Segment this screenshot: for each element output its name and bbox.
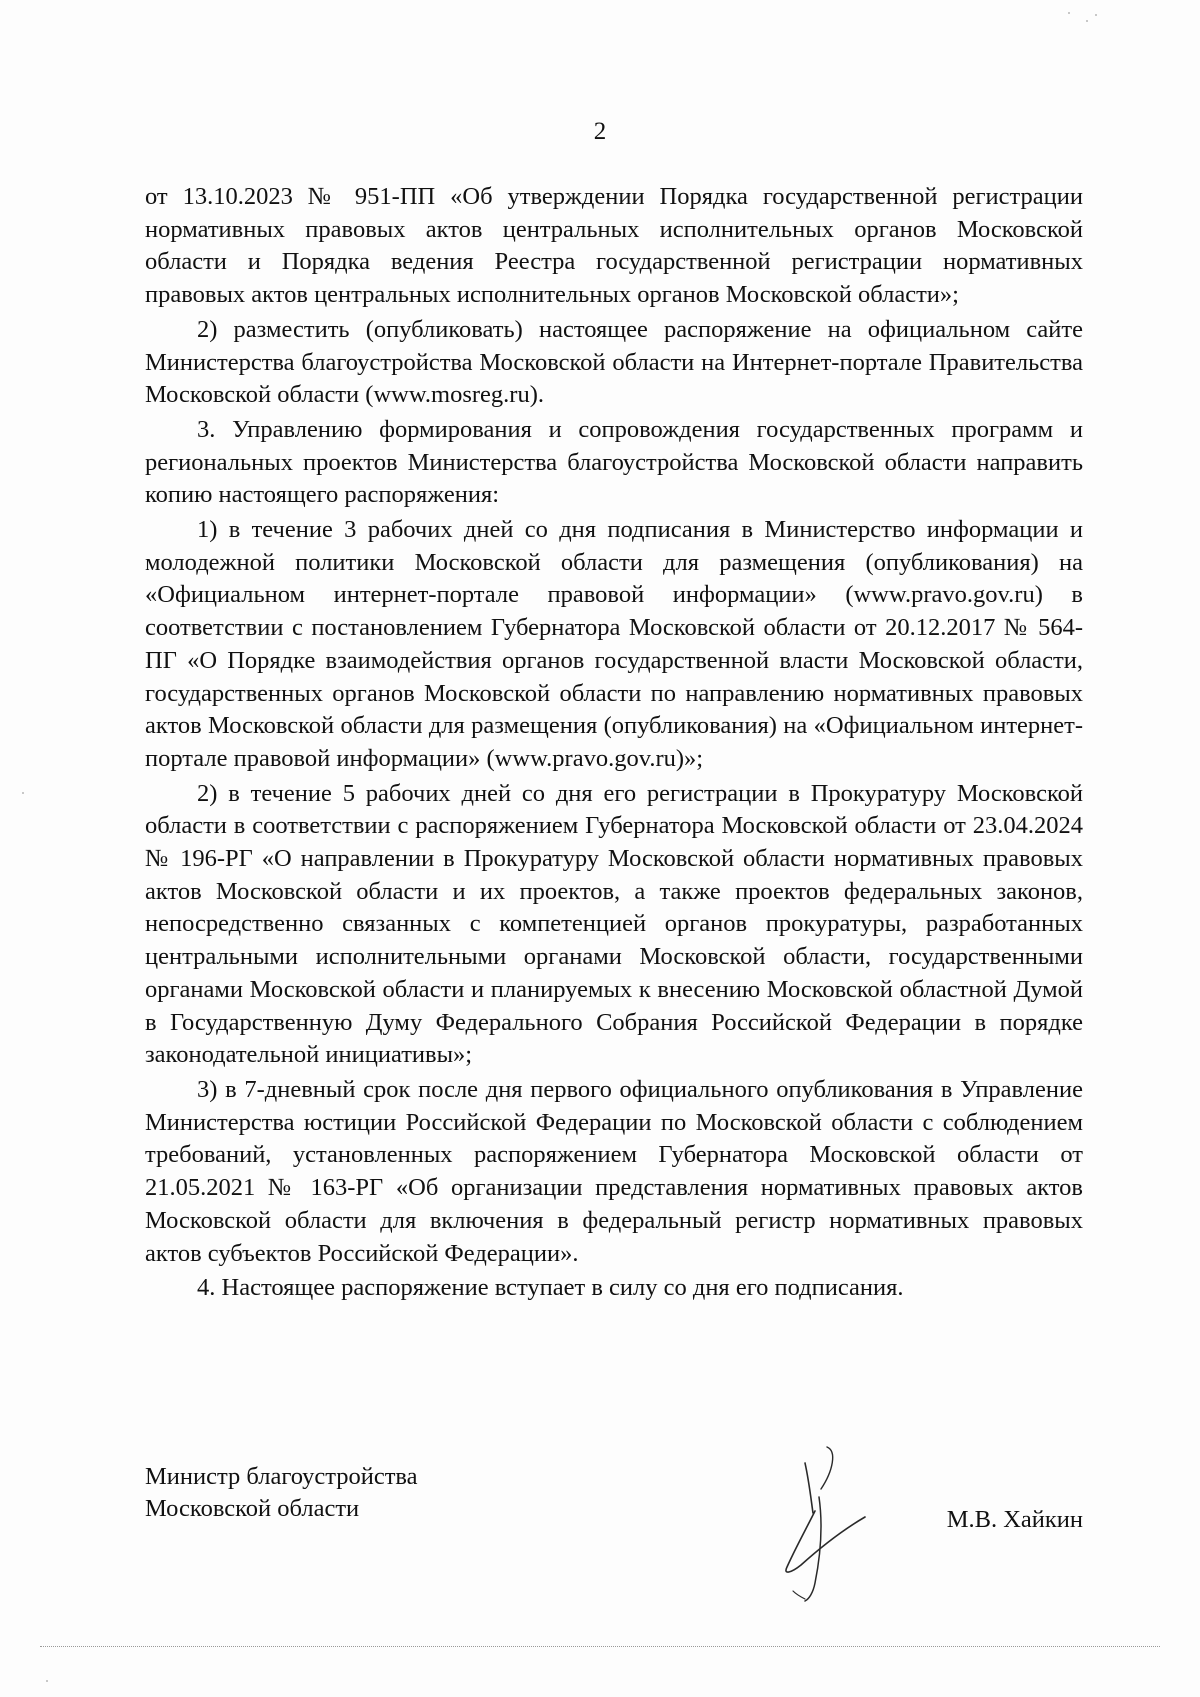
paragraph-item-publish: 2) разместить (опубликовать) настоящее распоряжение на официальном сайте Министерства благоустройства Московской области на Интернет-портале Правительства Московской области (www.mosreg.ru). [145,315,1083,409]
signer-name: М.В. Хайкин [946,1506,1083,1533]
document-body [145,181,1083,1307]
paragraph-continuation: от 13.10.2023 № 951-ПП «Об утверждении Порядка государственной регистрации нормативных правовых актов центральных исполнительных органов Московской области и Порядка ведения Реестра государственной регистрации нормативных правовых актов центральных исполнительных органов Московской области»; [145,183,1083,309]
paragraph-item-3-2: 2) в течение 5 рабочих дней со дня его регистрации в Прокуратуру Московской области в соответствии с распоряжением Губернатора Московской области от 23.04.2024 № 196-РГ «О направлении в Прокуратуру Московской области нормативных правовых актов Московской области и их проектов, а также проектов федеральных законов, непосредственно связанных с компетенцией органов прокуратуры, разработанных центральными исполнительными органами Московской области, государственными органами Московской области и планируемых к внесению Московской областной Думой в Государственную Думу Федерального Собрания Российской Федерации в порядке законодательной инициативы»; [145,779,1083,1069]
signer-title [145,1461,418,1525]
handwritten-signature [775,1441,885,1611]
paragraph-item-3-1: 1) в течение 3 рабочих дней со дня подписания в Министерство информации и молодежной политики Московской области для размещения (опубликования) на «Официальном интернет-портале правовой информации» (www.pravo.gov.ru) в соответствии с постановлением Губернатора Московской области от 20.12.2017 № 564-ПГ «О Порядке взаимодействия органов государственной власти Московской области, государственных органов Московской области по направлению нормативных правовых актов Московской области для размещения (опубликования) на «Официальном интернет-портале правовой информации» (www.pravo.gov.ru)»; [145,516,1083,772]
signer-title-line-1: Министр благоустройства [145,1463,418,1490]
signature-block [145,1461,1083,1601]
paragraph-section-3: 3. Управлению формирования и сопровождения государственных программ и региональных проектов Министерства благоустройства Московской области направить копию настоящего распоряжения: [145,415,1083,509]
scan-speck [1095,14,1097,16]
scan-bottom-edge [40,1646,1160,1647]
scan-speck [1068,12,1070,14]
scan-speck [46,1680,48,1682]
scan-speck [1086,20,1088,22]
page-number: 2 [593,118,607,145]
paragraph-section-4: 4. Настоящее распоряжение вступает в силу со дня его подписания. [197,1274,904,1302]
scan-speck [22,792,24,794]
signer-title-line-2: Московской области [145,1495,360,1522]
paragraph-item-3-3: 3) в 7-дневный срок после дня первого официального опубликования в Управление Министерства юстиции Российской Федерации по Московской области с соблюдением требований, установленных распоряжением Губернатора Московской области от 21.05.2021 № 163-РГ «Об организации представления нормативных правовых актов Московской области для включения в федеральный регистр нормативных правовых актов субъектов Российской Федерации». [145,1075,1083,1267]
